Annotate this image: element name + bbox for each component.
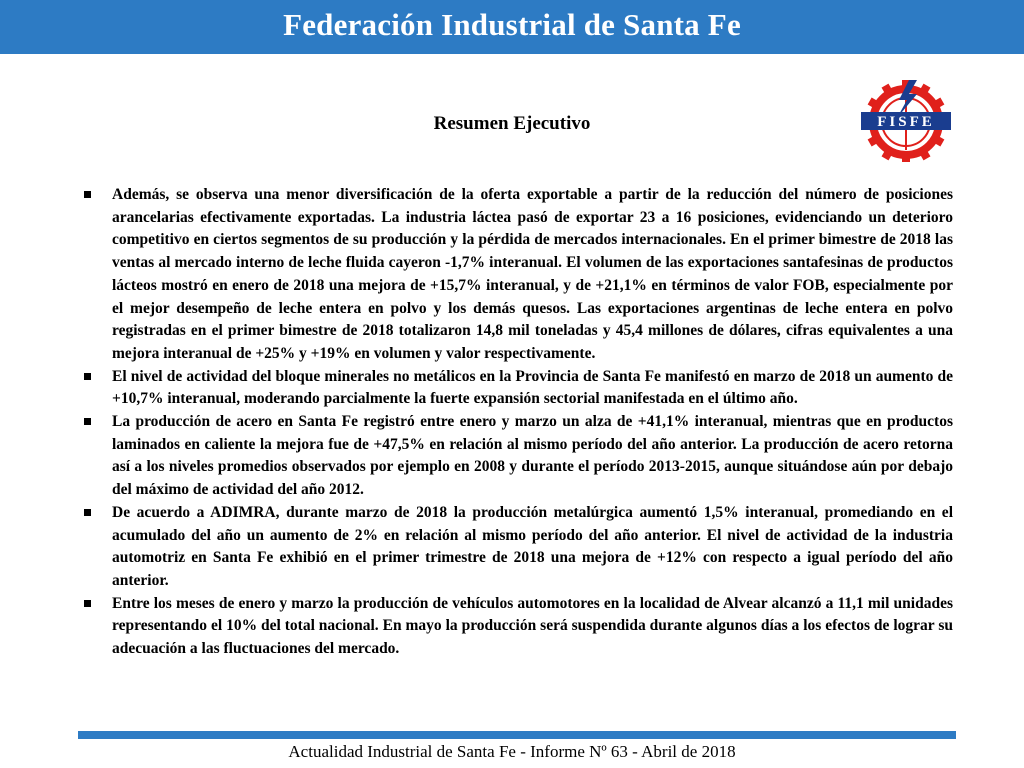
page-title: Federación Industrial de Santa Fe [283, 7, 741, 42]
logo-text: FISFE [877, 114, 935, 130]
bullet-text: El nivel de actividad del bloque minerales no metálicos en la Provincia de Santa Fe manifestó en marzo de 2018 un aumento de +10,7% interanual, moderando parcialmente la fuerte expansión sectorial manifestada en el último año. [112, 367, 953, 408]
square-bullet-icon [84, 373, 91, 380]
square-bullet-icon [84, 509, 91, 516]
section-subtitle: Resumen Ejecutivo [433, 113, 591, 134]
header-bar [0, 0, 1024, 54]
list-item [80, 502, 953, 593]
list-item [80, 184, 953, 366]
bullet-list [80, 184, 953, 661]
bullet-text: Entre los meses de enero y marzo la producción de vehículos automotores en la localidad de Alvear alcanzó a 11,1 mil unidades representando el 10% del total nacional. En mayo la producción será suspendida durante algunos días a los efectos de lograr su adecuación a las fluctuaciones del mercado. [112, 594, 953, 658]
square-bullet-icon [84, 418, 91, 425]
square-bullet-icon [84, 191, 91, 198]
bullet-text: La producción de acero en Santa Fe registró entre enero y marzo un alza de +41,1% interanual, mientras que en productos laminados en caliente la mejora fue de +47,5% en relación al mismo período del año anterior. La producción de acero retorna así a los niveles promedios observados por ejemplo en 2008 y durante el período 2013-2015, aunque situándose aún por debajo del máximo de actividad del año 2012. [112, 413, 953, 499]
list-item [80, 411, 953, 502]
fisfe-logo [857, 78, 955, 162]
list-item [80, 366, 953, 411]
bullet-text: De acuerdo a ADIMRA, durante marzo de 2018 la producción metalúrgica aumentó 1,5% interanual, promediando en el acumulado del año un aumento de 2% en relación al mismo período del año anterior. El nivel de actividad de la industria automotriz en Santa Fe exhibió en el primer trimestre de 2018 una mejora de +12% con respecto a igual período del año anterior. [112, 503, 953, 589]
bullet-text: Además, se observa una menor diversificación de la oferta exportable a partir de la reducción del número de posiciones arancelarias efectivamente exportadas. La industria láctea pasó de exportar 23 a 16 posiciones, evidenciando un deterioro competitivo en ciertos segmentos de su producción y la pérdida de mercados internacionales. En el primer bimestre de 2018 las ventas al mercado interno de leche fluida cayeron -1,7% interanual. El volumen de las exportaciones santafesinas de productos lácteos mostró en enero de 2018 una mejora de +15,7% interanual, y de +21,1% en términos de valor FOB, especialmente por el mejor desempeño de leche entera en polvo y los demás quesos. Las exportaciones argentinas de leche entera en polvo registradas en el primer bimestre de 2018 totalizaron 14,8 mil toneladas y 45,4 millones de dólares, cifras equivalentes a una mejora interanual de +25% y +19% en volumen y valor respectivamente. [112, 186, 953, 362]
footer-divider [78, 731, 956, 739]
square-bullet-icon [84, 600, 91, 607]
footer-text: Actualidad Industrial de Santa Fe - Informe Nº 63 - Abril de 2018 [288, 742, 736, 761]
list-item [80, 593, 953, 661]
gear-lightning-logo-icon [857, 78, 955, 162]
